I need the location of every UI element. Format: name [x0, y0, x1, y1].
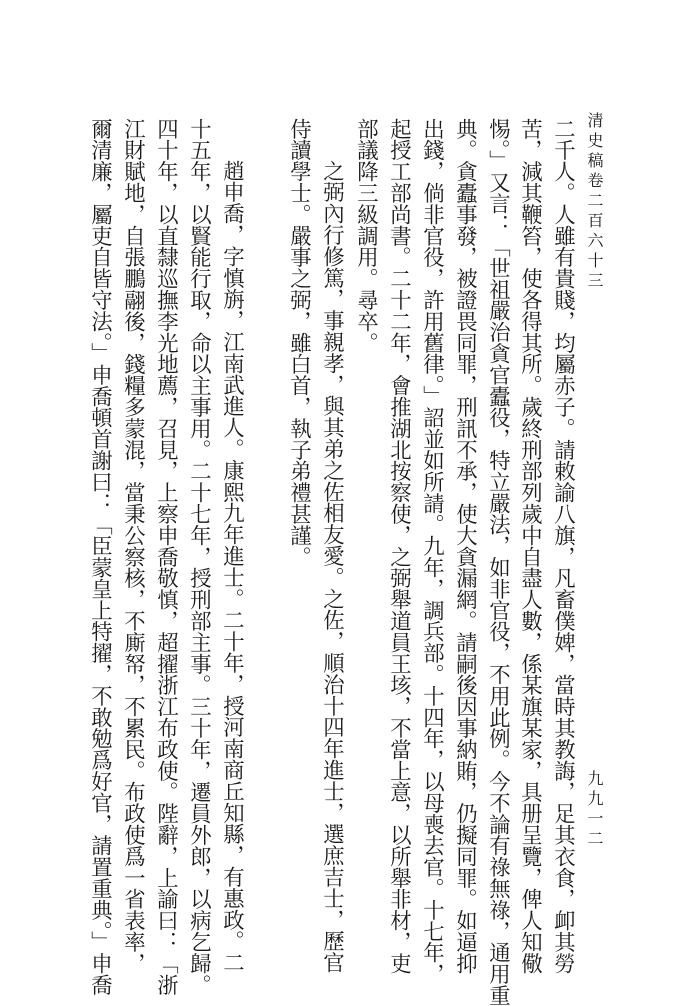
text-column: 侍讀學士。嚴事之弼，雖白首，執子弟禮甚謹。: [286, 118, 312, 568]
running-head: 清史稿卷二百六十三: [585, 112, 604, 292]
text-column: 出錢，倘非官役，許用舊律。」詔並如所請。九年，調兵部。十四年，以母喪去官。十七年，: [419, 118, 445, 985]
text-column: 部議降三級調用。尋卒。: [353, 118, 379, 354]
text-column: 十五年，以賢能行取，命以主事用。二十七年，授刑部主事。三十年，遷員外郎，以病乞歸。: [186, 118, 212, 996]
text-column: 典。貪蠹事發，被證畏同罪，刑訊不承，使大貪漏網。請嗣後因事納賄，仍擬同罪。如逼抑: [452, 118, 478, 974]
text-column: 爾清廉，屬吏自皆守法。」申喬頓首謝曰：「臣蒙皇上特擢，不敢勉爲好官，請置重典。」申喬: [87, 118, 113, 996]
text-column: 二千人。人雖有貴賤，均屬赤子。請敕諭八旗，凡畜僕婢，當時其教誨，足其衣食，卹其勞: [550, 118, 576, 974]
text-column: 之弼內行修篤，事親孝，與其弟之佐相友愛。之佐，順治十四年進士，選庶吉士，歷官: [319, 160, 345, 974]
page-number: 九九一二: [585, 770, 604, 850]
text-column: 惕。」又言：「世祖嚴治貪官蠹役，特立嚴法，如非官役，不用此例。今不論有祿無祿，通用重: [485, 118, 511, 1006]
text-column: 江財賦地，自張鵬翮後，錢糧多蒙混，當秉公察核，不廝帑，不累民。布政使爲一省表率，: [120, 118, 146, 974]
text-column: 趙申喬，字慎旃，江南武進人。康熙九年進士。二十年，授河南商丘知縣，有惠政。二: [219, 160, 245, 974]
text-column: 四十年，以直隸巡撫李光地薦，召見，上察申喬敬慎，超擢浙江布政使。陛辭，上諭曰：「浙: [153, 118, 179, 996]
text-column: 苦，減其鞭笞，使各得其所。歲終刑部列歲中自盡人數，係某旗某家，具册呈覽，俾人知儆: [517, 118, 543, 974]
text-column: 起授工部尚書。二十二年，會推湖北按察使，之弼舉道員王垓，不當上意，以所舉非材，吏: [386, 118, 412, 974]
